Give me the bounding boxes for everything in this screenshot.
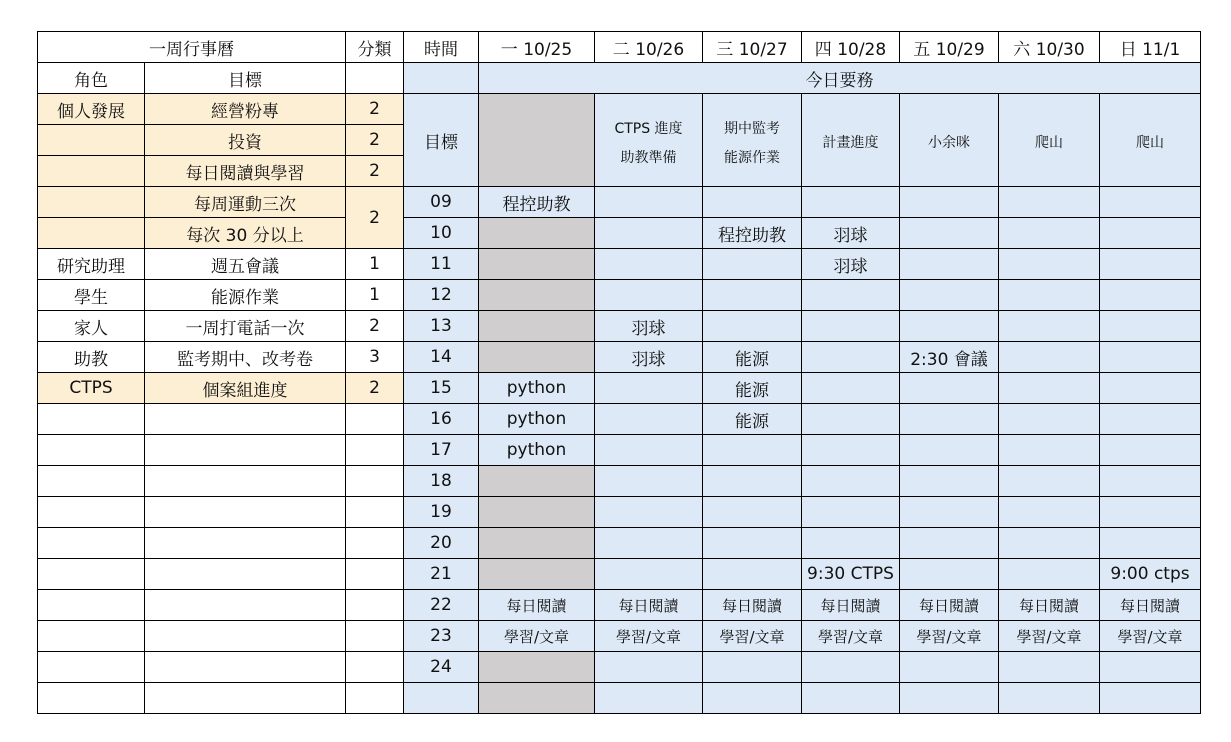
cell-sat (999, 435, 1100, 466)
goal-score: 2 (346, 187, 404, 249)
goal-empty-cell (145, 466, 346, 497)
cell-sun (1100, 311, 1201, 342)
cell-thu: 羽球 (802, 249, 900, 280)
cell-fri (900, 187, 999, 218)
hour-label: 17 (404, 435, 479, 466)
hour-label: 22 (404, 590, 479, 621)
cell-mon (479, 683, 595, 714)
daily-goal-item: 助教準備 (620, 149, 677, 166)
hour-row (38, 497, 1201, 528)
hour-row (38, 342, 1201, 373)
cell-wed: 能源 (703, 342, 802, 373)
cell-sat (999, 311, 1100, 342)
goal-name: 經營粉專 (145, 94, 346, 125)
cell-tue (595, 466, 703, 497)
goal-empty-cell (145, 404, 346, 435)
cell-thu: 學習/文章 (802, 621, 900, 652)
cell-wed: 能源 (703, 373, 802, 404)
cell-fri: 學習/文章 (900, 621, 999, 652)
daily-goal-list (802, 122, 899, 158)
goal-role: 助教 (38, 342, 145, 373)
cell-tue: 羽球 (595, 342, 703, 373)
today-tasks-header: 今日要務 (479, 63, 1201, 94)
cell-fri (900, 373, 999, 404)
goal-empty-cell (38, 528, 145, 559)
cell-mon (479, 342, 595, 373)
goal-role: 家人 (38, 311, 145, 342)
goal-empty-cell (145, 621, 346, 652)
day-header-fri: 五 10/29 (900, 32, 999, 63)
goal-empty-cell (38, 590, 145, 621)
goal-score: 3 (346, 342, 404, 373)
hour-label: 21 (404, 559, 479, 590)
cell-fri (900, 249, 999, 280)
goal-score: 2 (346, 94, 404, 125)
goal-empty-cell (346, 652, 404, 683)
cell-sat (999, 497, 1100, 528)
hour-row (38, 466, 1201, 497)
cell-mon: python (479, 373, 595, 404)
daily-goal-list (900, 122, 998, 158)
day-header-tue: 二 10/26 (595, 32, 703, 63)
cell-fri (900, 683, 999, 714)
hour-label: 16 (404, 404, 479, 435)
cell-fri (900, 218, 999, 249)
cell-fri (900, 435, 999, 466)
cell-tue (595, 559, 703, 590)
hour-label: 24 (404, 652, 479, 683)
cell-tue (595, 652, 703, 683)
cell-thu (802, 187, 900, 218)
daily-goal-list (703, 108, 801, 173)
cell-tue: 每日閱讀 (595, 590, 703, 621)
cell-wed (703, 466, 802, 497)
cell-tue (595, 683, 703, 714)
goal-name: 投資 (145, 125, 346, 156)
weekly-schedule-table (37, 31, 1201, 714)
goal-role: 學生 (38, 280, 145, 311)
hour-row (38, 218, 1201, 249)
goal-name: 週五會議 (145, 249, 346, 280)
cell-mon (479, 528, 595, 559)
cell-tue (595, 404, 703, 435)
goal-role (38, 218, 145, 249)
cell-sat: 學習/文章 (999, 621, 1100, 652)
day-header-mon: 一 10/25 (479, 32, 595, 63)
cell-sun (1100, 497, 1201, 528)
score-header-empty (346, 63, 404, 94)
cell-wed (703, 652, 802, 683)
cell-mon: python (479, 404, 595, 435)
daily-goal-label-text: 目標 (424, 133, 458, 153)
day-header-wed: 三 10/27 (703, 32, 802, 63)
subheader-row (38, 63, 1201, 94)
cell-tue (595, 187, 703, 218)
header-row (38, 32, 1201, 63)
daily-goal-item: 小余咪 (928, 135, 970, 151)
cell-mon (479, 497, 595, 528)
goal-score: 1 (346, 249, 404, 280)
cell-thu: 羽球 (802, 218, 900, 249)
cell-sat (999, 342, 1100, 373)
daily-goal-item: 計畫進度 (822, 135, 879, 151)
daily-goal-fri (900, 94, 999, 187)
goal-name: 每日閱讀與學習 (145, 156, 346, 187)
hour-row (38, 683, 1201, 714)
goal-score: 2 (346, 125, 404, 156)
cell-sat (999, 683, 1100, 714)
cell-tue (595, 218, 703, 249)
daily-goal-item: 爬山 (1035, 135, 1063, 151)
cell-thu (802, 280, 900, 311)
cell-sat (999, 218, 1100, 249)
goal-empty-cell (346, 466, 404, 497)
goal-empty-cell (38, 435, 145, 466)
cell-mon (479, 466, 595, 497)
cell-thu (802, 311, 900, 342)
goal-empty-cell (38, 652, 145, 683)
cell-sat (999, 249, 1100, 280)
cell-mon: python (479, 435, 595, 466)
cell-mon: 程控助教 (479, 187, 595, 218)
goal-empty-cell (346, 404, 404, 435)
cell-thu (802, 373, 900, 404)
goal-empty-cell (346, 683, 404, 714)
cell-wed (703, 249, 802, 280)
daily-goal-item: 期中監考 (724, 120, 780, 137)
cell-thu (802, 683, 900, 714)
goal-name: 每次 30 分以上 (145, 218, 346, 249)
cell-fri (900, 559, 999, 590)
goal-header: 目標 (145, 63, 346, 94)
cell-tue (595, 280, 703, 311)
cell-wed: 能源 (703, 404, 802, 435)
goal-role (38, 187, 145, 218)
cell-sat (999, 187, 1100, 218)
cell-fri (900, 311, 999, 342)
daily-goal-list (1100, 122, 1200, 158)
cell-fri (900, 280, 999, 311)
cell-sun: 學習/文章 (1100, 621, 1201, 652)
goal-role: 研究助理 (38, 249, 145, 280)
goal-score: 2 (346, 311, 404, 342)
cell-sat: 每日閱讀 (999, 590, 1100, 621)
cell-tue (595, 249, 703, 280)
goal-name: 監考期中、改考卷 (145, 342, 346, 373)
cell-sun (1100, 342, 1201, 373)
cell-sun (1100, 466, 1201, 497)
cell-tue: 羽球 (595, 311, 703, 342)
cell-mon (479, 652, 595, 683)
time-subheader-empty (404, 63, 479, 94)
hour-row (38, 590, 1201, 621)
cell-mon (479, 280, 595, 311)
goal-empty-cell (38, 466, 145, 497)
cell-thu (802, 528, 900, 559)
daily-goal-wed (703, 94, 802, 187)
hour-label: 19 (404, 497, 479, 528)
cell-fri: 每日閱讀 (900, 590, 999, 621)
goal-score: 2 (346, 156, 404, 187)
cell-sun (1100, 435, 1201, 466)
goal-empty-cell (346, 559, 404, 590)
cell-sun (1100, 373, 1201, 404)
cell-sun (1100, 652, 1201, 683)
cell-sat (999, 652, 1100, 683)
daily-goal-list (595, 108, 702, 173)
cell-wed (703, 559, 802, 590)
cell-thu: 每日閱讀 (802, 590, 900, 621)
goal-score: 2 (346, 373, 404, 404)
goal-role: CTPS (38, 373, 145, 404)
cell-sat (999, 280, 1100, 311)
cell-fri (900, 652, 999, 683)
goal-row (38, 94, 1201, 125)
hour-row (38, 404, 1201, 435)
cell-tue (595, 528, 703, 559)
cell-mon (479, 559, 595, 590)
cell-thu (802, 435, 900, 466)
goal-empty-cell (38, 404, 145, 435)
cell-mon (479, 249, 595, 280)
cell-thu (802, 466, 900, 497)
hour-row (38, 280, 1201, 311)
cell-wed (703, 528, 802, 559)
goal-name: 一周打電話一次 (145, 311, 346, 342)
goal-empty-cell (346, 497, 404, 528)
day-header-thu: 四 10/28 (802, 32, 900, 63)
cell-wed: 程控助教 (703, 218, 802, 249)
cell-tue: 學習/文章 (595, 621, 703, 652)
cell-fri (900, 528, 999, 559)
daily-goal-mon (479, 94, 595, 187)
daily-goal-tue (595, 94, 703, 187)
cell-sun: 每日閱讀 (1100, 590, 1201, 621)
cell-wed (703, 497, 802, 528)
goal-empty-cell (145, 435, 346, 466)
category-header: 分類 (346, 32, 404, 63)
goal-score: 1 (346, 280, 404, 311)
cell-sun (1100, 249, 1201, 280)
goal-empty-cell (346, 590, 404, 621)
cell-wed (703, 280, 802, 311)
cell-thu: 9:30 CTPS (802, 559, 900, 590)
daily-goal-list (999, 122, 1099, 158)
cell-sat (999, 373, 1100, 404)
cell-wed (703, 435, 802, 466)
hour-label: 10 (404, 218, 479, 249)
hour-label: 13 (404, 311, 479, 342)
goal-empty-cell (38, 559, 145, 590)
role-header: 角色 (38, 63, 145, 94)
hour-label: 09 (404, 187, 479, 218)
goal-empty-cell (346, 435, 404, 466)
time-header: 時間 (404, 32, 479, 63)
cell-fri (900, 466, 999, 497)
cell-thu (802, 342, 900, 373)
daily-goal-item: CTPS 進度 (614, 120, 683, 137)
hour-row (38, 621, 1201, 652)
hour-label: 14 (404, 342, 479, 373)
daily-goal-label (404, 94, 479, 187)
cell-thu (802, 652, 900, 683)
cell-tue (595, 373, 703, 404)
goal-empty-cell (145, 497, 346, 528)
goal-empty-cell (38, 621, 145, 652)
hour-row (38, 249, 1201, 280)
cell-wed (703, 683, 802, 714)
cell-thu (802, 404, 900, 435)
cell-sun (1100, 218, 1201, 249)
cell-sun (1100, 187, 1201, 218)
cell-tue (595, 435, 703, 466)
goal-empty-cell (346, 528, 404, 559)
cell-sun: 9:00 ctps (1100, 559, 1201, 590)
goal-role (38, 156, 145, 187)
hour-label: 20 (404, 528, 479, 559)
goal-name: 個案組進度 (145, 373, 346, 404)
daily-goal-sun (1100, 94, 1201, 187)
goal-empty-cell (346, 621, 404, 652)
cell-mon (479, 218, 595, 249)
hour-label: 12 (404, 280, 479, 311)
hour-row (38, 559, 1201, 590)
hour-label: 18 (404, 466, 479, 497)
goal-empty-cell (145, 652, 346, 683)
cell-mon: 每日閱讀 (479, 590, 595, 621)
goal-empty-cell (145, 559, 346, 590)
cell-mon: 學習/文章 (479, 621, 595, 652)
cell-sun (1100, 683, 1201, 714)
daily-goal-item: 爬山 (1136, 135, 1164, 151)
cell-sat (999, 528, 1100, 559)
goal-role: 個人發展 (38, 94, 145, 125)
cell-fri (900, 497, 999, 528)
goal-role (38, 125, 145, 156)
cell-wed (703, 311, 802, 342)
cell-sun (1100, 280, 1201, 311)
goal-empty-cell (145, 590, 346, 621)
daily-goal-sat (999, 94, 1100, 187)
cell-thu (802, 497, 900, 528)
daily-goal-item: 能源作業 (724, 149, 780, 166)
hour-row (38, 187, 1201, 218)
cell-fri: 2:30 會議 (900, 342, 999, 373)
goal-name: 能源作業 (145, 280, 346, 311)
hour-row (38, 652, 1201, 683)
goal-empty-cell (38, 497, 145, 528)
hour-label: 15 (404, 373, 479, 404)
cell-wed: 每日閱讀 (703, 590, 802, 621)
goal-empty-cell (145, 683, 346, 714)
cell-sat (999, 559, 1100, 590)
cell-sat (999, 466, 1100, 497)
hour-label: 11 (404, 249, 479, 280)
weekly-title: 一周行事曆 (38, 32, 346, 63)
hour-label (404, 683, 479, 714)
cell-sun (1100, 404, 1201, 435)
day-header-sat: 六 10/30 (999, 32, 1100, 63)
goal-empty-cell (38, 683, 145, 714)
cell-tue (595, 497, 703, 528)
hour-row (38, 373, 1201, 404)
day-header-sun: 日 11/1 (1100, 32, 1201, 63)
cell-fri (900, 404, 999, 435)
hour-row (38, 435, 1201, 466)
goal-empty-cell (145, 528, 346, 559)
cell-wed (703, 187, 802, 218)
hour-label: 23 (404, 621, 479, 652)
hour-row (38, 311, 1201, 342)
hour-row (38, 528, 1201, 559)
cell-sun (1100, 528, 1201, 559)
goal-name: 每周運動三次 (145, 187, 346, 218)
cell-wed: 學習/文章 (703, 621, 802, 652)
cell-mon (479, 311, 595, 342)
daily-goal-thu (802, 94, 900, 187)
cell-sat (999, 404, 1100, 435)
